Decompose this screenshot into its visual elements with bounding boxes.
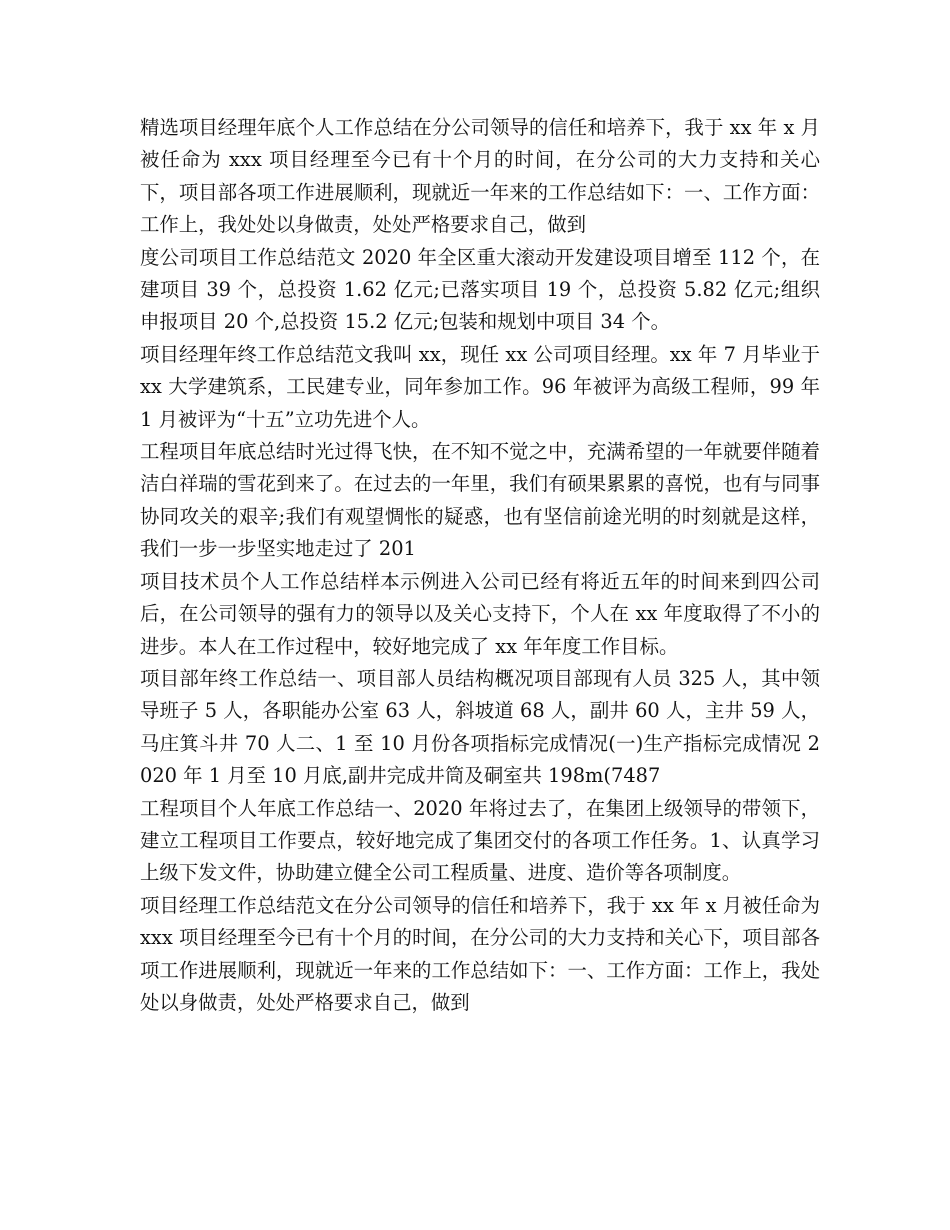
paragraph-5: 项目技术员个人工作总结样本示例进入公司已经有将近五年的时间来到四公司后，在公司领导的强有力的领导以及关心支持下，个人在 xx 年度取得了不小的进步。本人在工作过程中，较好地完成了 xx 年年度工作目标。 (140, 569, 820, 658)
paragraph-2: 度公司项目工作总结范文 2020 年全区重大滚动开发建设项目增至 112 个，在建项目 39 个，总投资 1.62 亿元;已落实项目 19 个，总投资 5.82 亿元;组织申报项目 20 个,总投资 15.2 亿元;包装和规划中项目 34 个。 (140, 245, 820, 334)
document-body (140, 112, 820, 1019)
paragraph-7: 工程项目个人年底工作总结一、2020 年将过去了，在集团上级领导的带领下，建立工程项目工作要点，较好地完成了集团交付的各项工作任务。1、认真学习上级下发文件，协助建立健全公司工程质量、进度、造价等各项制度。 (140, 796, 820, 885)
paragraph-6: 项目部年终工作总结一、项目部人员结构概况项目部现有人员 325 人，其中领导班子 5 人，各职能办公室 63 人，斜坡道 68 人，副井 60 人，主井 59 人，马庄箕斗井 70 人二、1 至 10 月份各项指标完成情况(一)生产指标完成情况 2020 年 1 月至 10 月底,副井完成井筒及硐室共 198m(7487 (140, 666, 820, 788)
paragraph-1: 精选项目经理年底个人工作总结在分公司领导的信任和培养下，我于 xx 年 x 月被任命为 xxx 项目经理至今已有十个月的时间，在分公司的大力支持和关心下，项目部各项工作进展顺利，现就近一年来的工作总结如下：一、工作方面：工作上，我处处以身做责，处处严格要求自己，做到 (140, 116, 820, 237)
paragraph-8: 项目经理工作总结范文在分公司领导的信任和培养下，我于 xx 年 x 月被任命为 xxx 项目经理至今已有十个月的时间，在分公司的大力支持和关心下，项目部各项工作进展顺利，现就近一年来的工作总结如下：一、工作方面：工作上，我处处以身做责，处处严格要求自己，做到 (140, 893, 820, 1014)
paragraph-4: 工程项目年底总结时光过得飞快，在不知不觉之中，充满希望的一年就要伴随着洁白祥瑞的雪花到来了。在过去的一年里，我们有硕果累累的喜悦，也有与同事协同攻关的艰辛;我们有观望惆怅的疑惑，也有坚信前途光明的时刻就是这样，我们一步一步坚实地走过了 201 (140, 440, 820, 561)
paragraph-3: 项目经理年终工作总结范文我叫 xx，现任 xx 公司项目经理。xx 年 7 月毕业于 xx 大学建筑系，工民建专业，同年参加工作。96 年被评为高级工程师，99 年 1 月被评为“十五”立功先进个人。 (140, 342, 820, 431)
